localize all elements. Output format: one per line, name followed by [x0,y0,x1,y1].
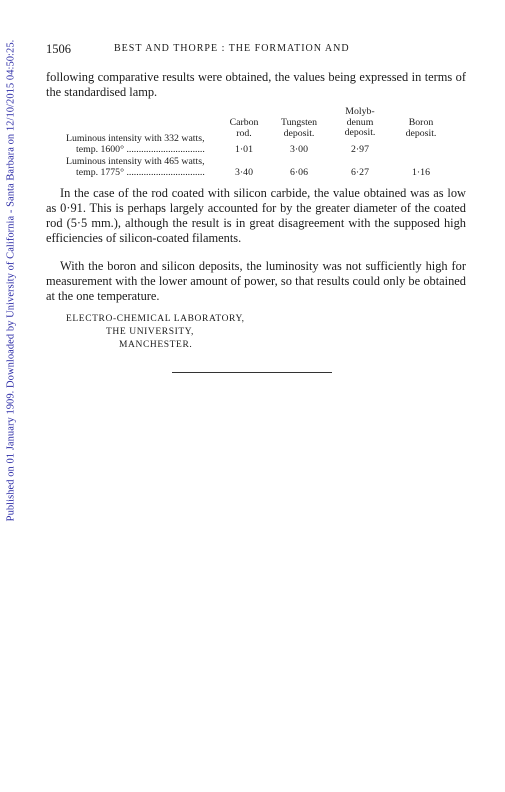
column-header-line: deposit. [344,127,376,138]
signature-laboratory: ELECTRO-CHEMICAL LABORATORY, [66,314,245,324]
row-label-line: temp. 1775° ................................ [76,166,205,178]
paragraph-text: In the case of the rod coated with silicon carbide, the value obtained was as low as 0·91. This is perhaps largely accounted for by the greater diameter of the coated rod (5·5 mm.), although the result is in great disagreement with the supposed high efficiencies of silicon-coated filaments. [46,186,466,245]
column-header-carbon [221,118,267,139]
column-header-line: Molyb- [345,106,375,117]
column-header-line: deposit. [405,127,437,139]
body-paragraph-boron-silicon [46,259,466,304]
column-header-line: Tungsten [280,117,318,128]
row-label-line: Luminous intensity with 332 watts, [66,133,205,144]
column-header-tungsten [269,118,329,139]
cell-332-carbon: 1·01 [235,143,253,155]
row-label-line: temp. 1600° ................................ [76,143,205,155]
intro-paragraph: following comparative results were obtained, the values being expressed in terms of the standardised lamp. [46,70,466,99]
column-header-line: deposit. [283,127,315,139]
column-header-line: Carbon [229,117,259,128]
signature-university: THE UNIVERSITY, [106,327,194,337]
row-label-line: Luminous intensity with 465 watts, [66,156,205,167]
column-header-boron [396,118,446,139]
cell-465-molybdenum: 6·27 [351,166,369,178]
column-header-line: Boron [408,117,434,128]
column-header-molybdenum [332,107,388,139]
download-watermark-text: Published on 01 January 1909. Downloaded by University of California - Santa Barbara on 12/10/2015 04:50:25. [5,39,17,521]
results-table [66,104,466,176]
row-label-465-watts [66,157,205,178]
cell-332-molybdenum: 2·97 [351,143,369,155]
row-label-332-watts [66,134,205,155]
cell-465-carbon: 3·40 [235,166,253,178]
paragraph-text: With the boron and silicon deposits, the luminosity was not sufficiently high for measurement with the lower amount of power, so that results could only be obtained at the one temperature. [46,259,466,303]
cell-332-tungsten: 3·00 [290,143,308,155]
column-header-line: denum [346,116,374,128]
page-number: 1506 [46,42,71,56]
cell-465-boron: 1·16 [412,166,430,178]
column-header-line: rod. [236,127,252,139]
signature-city: MANCHESTER. [119,340,193,350]
closing-rule [172,372,332,373]
cell-465-tungsten: 6·06 [290,166,308,178]
running-head: BEST AND THORPE : THE FORMATION AND [114,43,350,54]
download-watermark [4,0,18,560]
body-paragraph-silicon-carbide [46,186,466,246]
